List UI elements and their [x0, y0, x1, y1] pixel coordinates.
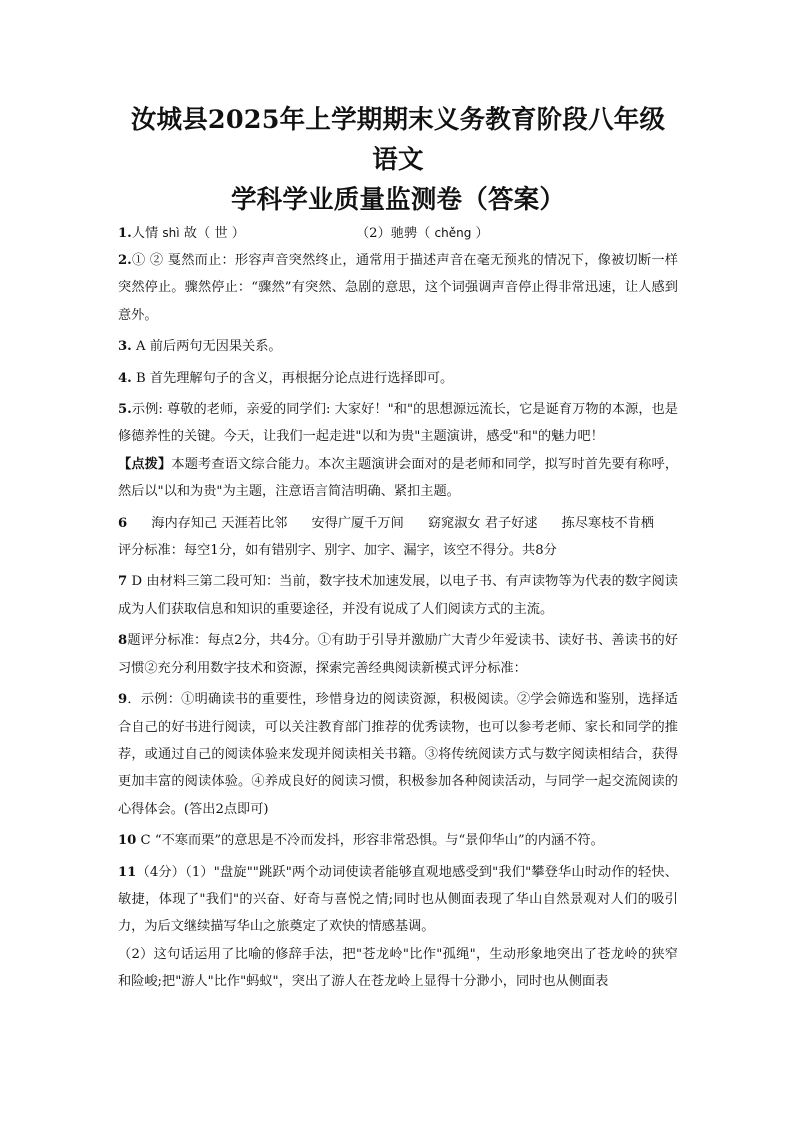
answer-8-number: 8 — [118, 633, 128, 649]
answer-3-text: A 前后两句无因果关系。 — [131, 339, 282, 355]
document-title — [118, 0, 678, 220]
answer-1-pinyin-b: chěng — [434, 226, 472, 240]
answer-6-number: 6 — [118, 515, 128, 531]
answer-7 — [118, 568, 678, 623]
answer-6-item-4: 拣尽寒枝不肯栖 — [561, 515, 654, 531]
answer-8-text: 题评分标准：每点2分，共4分。①有助于引导并激励广大青少年爱读书、读好书、善读书的好习惯②充分利用数字技术和资源，探索完善经典阅读新模式评分标准： — [118, 633, 678, 676]
answer-10-text: C “不寒而栗”的意思是不冷而发抖，形容非常恐惧。与“景仰华山”的内涵不符。 — [136, 833, 604, 849]
answer-4-number: 4. — [118, 370, 132, 386]
answer-1-word-a: 人情 — [131, 226, 159, 241]
title-line-2: 学科学业质量监测卷（答案） — [230, 185, 566, 215]
answer-2 — [118, 247, 678, 329]
answer-5-tip — [118, 451, 678, 506]
answer-9-number: 9 — [118, 692, 128, 708]
title-line-1: 汝城县2025年上学期期末义务教育阶段八年级语文 — [130, 105, 666, 175]
answer-1-rest-b: ） — [475, 226, 489, 241]
answer-5-text: 示例: 尊敬的老师，亲爱的同学们: 大家好！"和"的思想源远流长，它是诞育万物的本源，也是修德养性的关键。今天，让我们一起走进"以和为贵"主题演讲，感受"和"的魅力吧！ — [118, 402, 678, 445]
answer-6-item-3: 窈窕淑女 君子好逑 — [427, 515, 538, 531]
answer-7-number: 7 — [118, 574, 128, 590]
answer-1 — [118, 220, 678, 247]
answer-4 — [118, 365, 678, 392]
answer-2-number: 2. — [118, 253, 132, 268]
answer-6-item-2: 安得广厦千万间 — [311, 515, 404, 531]
answer-4-text: B 首先理解句子的含义，再根据分论点进行选择即可。 — [131, 370, 454, 386]
answer-1-pinyin-a: shì — [162, 226, 180, 240]
answer-8 — [118, 627, 678, 682]
answer-6 — [118, 510, 678, 537]
answer-7-text: D 由材料三第二段可知：当前，数字技术加速发展，以电子书、有声读物等为代表的数字阅读成为人们获取信息和知识的重要途径，并没有说成了人们阅读方式的主流。 — [118, 574, 678, 617]
answer-5-tip-label: 【点拨】 — [118, 456, 172, 472]
answer-1-rest-a: 故（ 世 ） — [183, 226, 245, 241]
answer-1-word-b: （2）驰骋（ — [356, 226, 431, 241]
answer-11 — [118, 859, 678, 941]
answer-1-number: 1. — [118, 226, 132, 241]
answer-5-tip-text: 本题考查语文综合能力。本次主题演讲会面对的是老师和同学，拟写时首先要有称呼，然后以"以和为贵"为主题，注意语言简洁明确、紧扣主题。 — [118, 456, 679, 500]
answer-9 — [118, 686, 678, 823]
answer-11-number: 11 — [118, 864, 137, 880]
answer-6-score: 评分标准：每空1分，如有错别字、别字、加字、漏字，该空不得分。共8分 — [118, 543, 557, 559]
answer-10 — [118, 827, 678, 854]
answer-content — [118, 220, 678, 996]
answer-5 — [118, 396, 678, 451]
answer-2-text: ① ② 戛然而止：形容声音突然终止，通常用于描述声音在毫无预兆的情况下，像被切断一样突然停止。骤然停止：“骤然”有突然、急剧的意思，这个词强调声音停止得非常迅速，让人感到意外。 — [118, 253, 678, 323]
answer-9-text: ．示例：①明确读书的重要性，珍惜身边的阅读资源，积极阅读。②学会筛选和鉴别，选择适合自己的好书进行阅读，可以关注教育部门推荐的优秀读物，也可以参考老师、家长和同学的推荐，或通过自己的阅读体验来发现并阅读相关书籍。③将传统阅读方式与数字阅读相结合，获得更加丰富的阅读体验。④养成良好的阅读习惯，积极参加各种阅读活动，与同学一起交流阅读的心得体会。(答出2点即可) — [118, 692, 678, 817]
answer-3 — [118, 333, 678, 360]
answer-11-part-2: （2）这句话运用了比喻的修辞手法，把"苍龙岭"比作"孤绳"，生动形象地突出了苍龙岭的狭窄和险峻;把"游人"比作"蚂蚁"，突出了游人在苍龙岭上显得十分渺小，同时也从侧面表 — [118, 946, 678, 990]
answer-3-number: 3. — [118, 339, 132, 355]
answer-6-item-1: 海内存知己 天涯若比邻 — [151, 515, 288, 531]
answer-10-number: 10 — [118, 833, 137, 849]
answer-5-number: 5. — [118, 402, 132, 418]
answer-11-part-1: （4分）（1）"盘旋""跳跃"两个动词使读者能够直观地感受到"我们"攀登华山时动作的轻快、敏捷，体现了"我们"的兴奋、好奇与喜悦之情;同时也从侧面表现了华山自然景观对人们的吸引力，为后文继续描写华山之旅奠定了欢快的情感基调。 — [118, 864, 678, 935]
